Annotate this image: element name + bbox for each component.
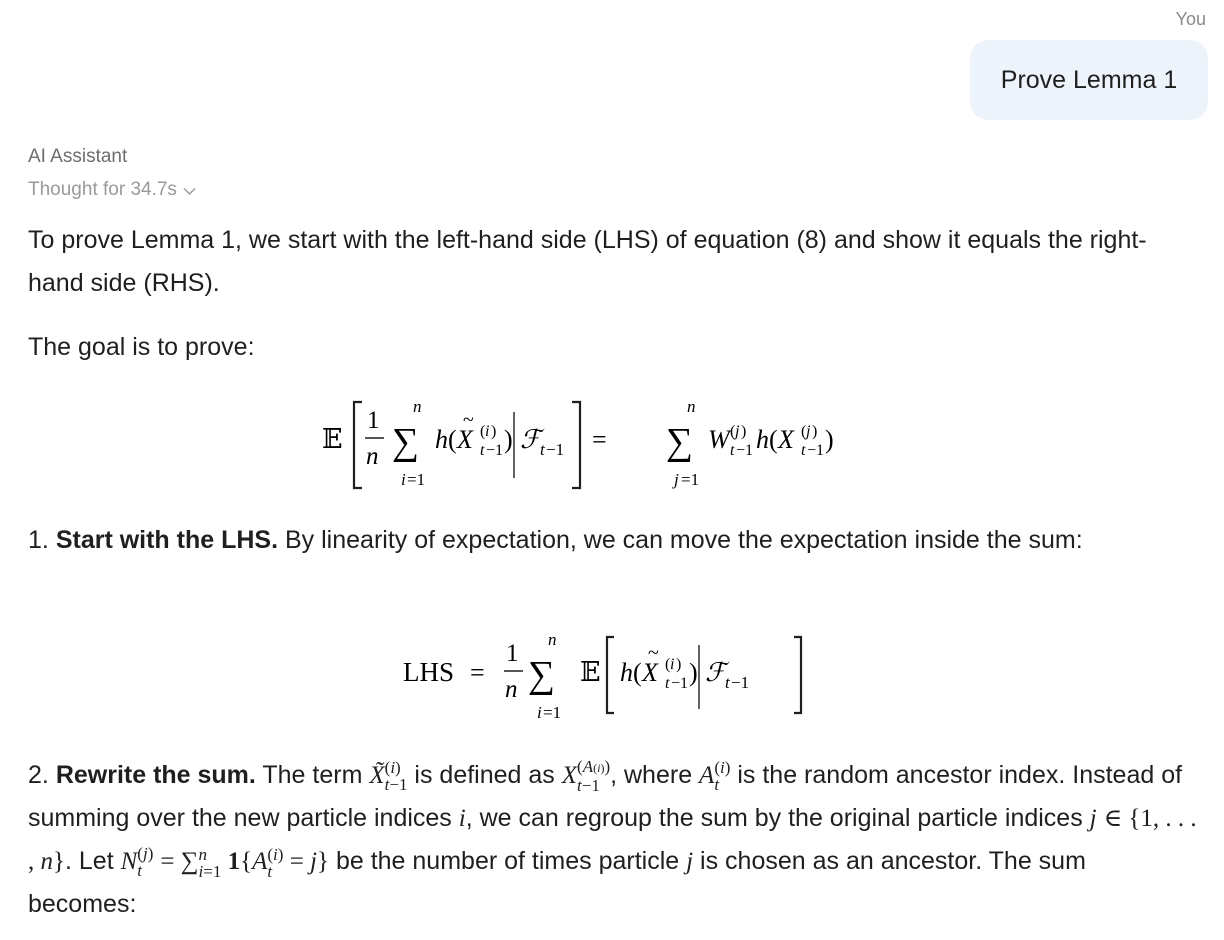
- svg-text:=: =: [470, 658, 485, 687]
- svg-text:=1: =1: [681, 470, 700, 489]
- svg-text:j: j: [674, 470, 679, 489]
- math-count-def: = ∑ n i=1 1{A (i) t = j}: [160, 845, 329, 882]
- svg-text:−1: −1: [807, 442, 825, 459]
- svg-text:X: X: [457, 425, 473, 454]
- svg-text:t: t: [665, 675, 670, 692]
- step2-text-4: is the random ancestor index. Instead of summing over the new particle indices: [28, 761, 1183, 832]
- math-n: N: [120, 848, 138, 875]
- step2-text-2: is defined as: [414, 761, 555, 789]
- svg-text:(: (: [633, 658, 642, 687]
- step1-number: 1.: [28, 526, 49, 554]
- svg-text:t: t: [540, 440, 545, 459]
- svg-text:ℱ: ℱ: [705, 658, 726, 687]
- svg-text:n: n: [687, 397, 696, 416]
- svg-text:h: h: [756, 425, 769, 454]
- svg-text:~: ~: [463, 409, 474, 431]
- svg-text:n: n: [366, 443, 379, 470]
- step2-text-5: , we can regroup the sum by the original particle indices: [465, 804, 1083, 832]
- thought-label: Thought for 34.7s: [28, 179, 177, 200]
- user-name: You: [1175, 9, 1206, 29]
- svg-text:i: i: [401, 470, 406, 489]
- step2-number: 2.: [28, 761, 49, 789]
- svg-text:n: n: [505, 676, 518, 703]
- step2-title: Rewrite the sum.: [55, 761, 256, 789]
- math-i: i: [458, 805, 466, 832]
- svg-text:=: =: [592, 425, 607, 454]
- svg-text:−1: −1: [736, 442, 754, 459]
- svg-text:~: ~: [648, 642, 659, 664]
- svg-text:(: (: [730, 423, 736, 440]
- lhs-equation: [400, 625, 820, 725]
- svg-text:1: 1: [367, 407, 380, 434]
- math-x-ancestor: X: [561, 762, 578, 789]
- svg-text:i: i: [670, 656, 675, 673]
- svg-text:): ): [504, 425, 513, 454]
- step2-paragraph: 2. Rewrite the sum. The term X̃ (i) t−1 is defined as X (A(i)) t−1 , where A (i) t is the random ancestor index. Instead of summing over the new particle indices i, we can regroup the sum by the original particle indices j ∈ {1, . . . , n}. Let N (j) t = ∑ n i=1 1{A (i) t = j} be the number of times particle j is chosen as an ancestor. The sum becomes:: [28, 757, 1197, 918]
- svg-text:): ): [689, 658, 698, 687]
- svg-text:ℱ: ℱ: [520, 425, 541, 454]
- step2-text-1: The term: [262, 761, 363, 789]
- svg-text:(: (: [448, 425, 457, 454]
- svg-text:): ): [825, 425, 834, 454]
- svg-text:𝔼: 𝔼: [580, 657, 601, 687]
- svg-text:n: n: [548, 630, 557, 649]
- step2-text-3: , where: [610, 761, 693, 789]
- svg-text:i: i: [537, 703, 542, 722]
- assistant-name: AI Assistant: [28, 146, 128, 167]
- intro-paragraph: To prove Lemma 1, we start with the left-hand side (LHS) of equation (8) and show it equals the right-hand side (RHS).: [28, 226, 1147, 297]
- svg-text:(: (: [480, 423, 486, 440]
- svg-text:t: t: [730, 442, 735, 459]
- step1-title: Start with the LHS.: [55, 526, 279, 554]
- svg-text:−1: −1: [671, 675, 689, 692]
- svg-text:(: (: [801, 423, 807, 440]
- svg-text:LHS: LHS: [403, 657, 455, 687]
- math-j-range: j: [1089, 805, 1097, 832]
- goal-text: The goal is to prove:: [28, 333, 255, 361]
- svg-text:h: h: [435, 425, 448, 454]
- svg-text:−1: −1: [486, 442, 504, 459]
- svg-text:j: j: [735, 423, 740, 440]
- step2-text-6: . Let: [65, 847, 114, 875]
- goal-equation: [310, 392, 910, 497]
- user-message-bubble: Prove Lemma 1: [970, 40, 1208, 120]
- svg-text:t: t: [480, 442, 485, 459]
- svg-text:∑: ∑: [392, 421, 420, 463]
- svg-text:∑: ∑: [666, 421, 694, 463]
- math-a: A: [699, 762, 715, 789]
- svg-text:(: (: [665, 656, 671, 673]
- svg-text:): ): [676, 656, 682, 673]
- math-x-tilde: X̃: [369, 762, 385, 789]
- thought-toggle[interactable]: [28, 179, 196, 201]
- svg-text:j: j: [806, 423, 811, 440]
- svg-text:X: X: [778, 425, 794, 454]
- svg-text:(: (: [769, 425, 778, 454]
- step1-paragraph: [28, 519, 1198, 562]
- step1-text: By linearity of expectation, we can move the expectation inside the sum:: [285, 526, 1083, 554]
- svg-text:=1: =1: [407, 470, 426, 489]
- svg-text:𝔼: 𝔼: [322, 424, 343, 454]
- svg-text:): ): [741, 423, 747, 440]
- svg-text:=1: =1: [543, 703, 562, 722]
- svg-text:t: t: [725, 673, 730, 692]
- step2-text-7: be the number of times particle: [335, 847, 680, 875]
- svg-text:): ): [491, 423, 497, 440]
- svg-text:∑: ∑: [528, 654, 556, 696]
- svg-text:W: W: [708, 425, 730, 454]
- svg-text:−1: −1: [546, 440, 565, 459]
- math-j: j: [686, 848, 694, 875]
- svg-text:n: n: [413, 397, 422, 416]
- svg-text:X: X: [642, 658, 658, 687]
- svg-text:1: 1: [506, 640, 519, 667]
- svg-text:): ): [812, 423, 818, 440]
- svg-text:−1: −1: [731, 673, 750, 692]
- svg-text:t: t: [801, 442, 806, 459]
- svg-text:h: h: [620, 658, 633, 687]
- chevron-down-icon: [183, 187, 196, 196]
- step2-text-8: is chosen as an ancestor. The sum becomes:: [28, 847, 1086, 918]
- svg-text:i: i: [485, 423, 490, 440]
